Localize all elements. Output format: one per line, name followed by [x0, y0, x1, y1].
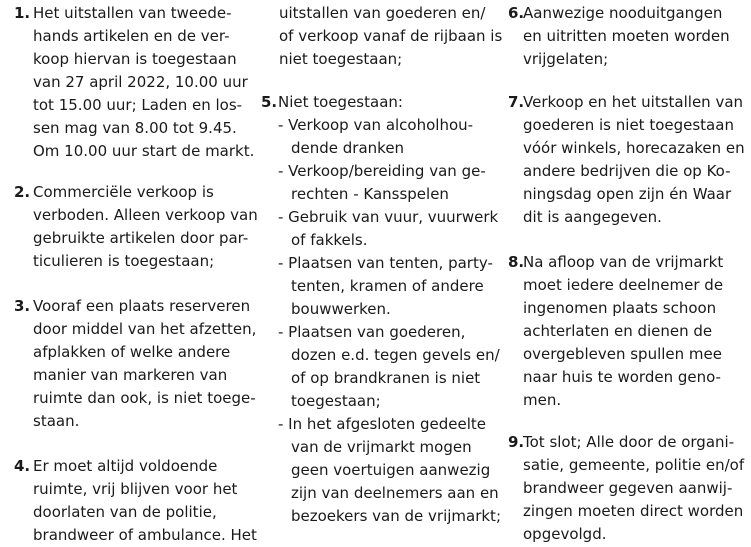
- text-line: niet toegestaan;: [279, 50, 403, 68]
- text-line: - Verkoop van alcoholhou-: [278, 116, 474, 134]
- rule-item-3: [0, 295, 257, 433]
- text-line: andere bedrijven die op Ko-: [523, 162, 731, 180]
- text-line: naar huis te worden geno-: [523, 368, 721, 386]
- text-line: - Verkoop/bereiding van ge-: [278, 162, 486, 180]
- text-line: - In het afgesloten gedeelte: [278, 415, 487, 433]
- item-number: 1.: [14, 4, 31, 22]
- rule-item-2: [0, 181, 258, 273]
- text-line: hands artikelen en de ver-: [33, 27, 230, 45]
- item-number: 9.: [508, 433, 525, 451]
- text-line: - Plaatsen van goederen,: [278, 323, 466, 341]
- text-line: achterlaten en dienen de: [523, 322, 713, 340]
- item-number: 4.: [14, 457, 31, 475]
- item-text: [33, 295, 257, 433]
- text-line: staan.: [33, 412, 80, 430]
- text-line: Niet toegestaan:: [278, 93, 403, 111]
- text-line: Tot slot; Alle door de organi-: [523, 433, 735, 451]
- text-line: geen voertuigen aanwezig: [291, 461, 491, 479]
- item-number: 5.: [261, 93, 278, 111]
- text-line: sen mag van 8.00 tot 9.45.: [33, 119, 237, 137]
- rule-item-1: [0, 2, 255, 163]
- text-line: Er moet altijd voldoende: [33, 457, 218, 475]
- text-line: Het uitstallen van tweede-: [33, 4, 232, 22]
- text-line: van de vrijmarkt mogen: [291, 438, 472, 456]
- text-line: Vooraf een plaats reserveren: [33, 297, 251, 315]
- text-line: of op brandkranen is niet: [291, 369, 481, 387]
- text-line: ticulieren is toegestaan;: [33, 252, 215, 270]
- text-line: gebruikte artikelen door par-: [33, 229, 249, 247]
- text-line: opgevolgd.: [523, 525, 607, 543]
- text-line: zijn van deelnemers aan en: [291, 484, 499, 502]
- text-line: ingenomen plaats schoon: [523, 299, 717, 317]
- text-line: brandweer of ambulance. Het: [33, 526, 257, 544]
- text-line: ningsdag open zijn én Waar: [523, 185, 732, 203]
- text-line: door middel van het afzetten,: [33, 320, 257, 338]
- text-line: goederen is niet toegestaan: [523, 116, 734, 134]
- text-line: men.: [523, 391, 562, 409]
- rule-item-9: [508, 431, 751, 546]
- text-line: bezoekers van de vrijmarkt;: [291, 507, 501, 525]
- item-text: [523, 251, 751, 412]
- text-line: doorlaten van de politie,: [33, 503, 217, 521]
- item-text: [279, 2, 503, 71]
- item-number: 3.: [14, 297, 31, 315]
- text-line: moet iedere deelnemer de: [523, 276, 724, 294]
- text-line: Aanwezige nooduitgangen: [523, 4, 723, 22]
- text-line: rechten - Kansspelen: [291, 185, 449, 203]
- item-number: 7.: [508, 93, 525, 111]
- item-text: [278, 91, 501, 528]
- text-line: zingen moeten direct worden: [523, 502, 744, 520]
- text-line: vrijgelaten;: [523, 50, 609, 68]
- item-number: 2.: [14, 183, 31, 201]
- item-text: [33, 2, 255, 163]
- text-line: tot 15.00 uur; Laden en los-: [33, 96, 243, 114]
- text-line: Commerciële verkoop is: [33, 183, 214, 201]
- text-line: of fakkels.: [291, 231, 368, 249]
- rule-item-8: [508, 251, 751, 412]
- text-line: manier van markeren van: [33, 366, 228, 384]
- text-line: uitstallen van goederen en/: [279, 4, 486, 22]
- item-text: [33, 455, 257, 547]
- item-text: [523, 431, 751, 546]
- text-line: Na afloop van de vrijmarkt: [523, 253, 724, 271]
- text-line: overgebleven spullen mee: [523, 345, 722, 363]
- text-line: dozen e.d. tegen gevels en/: [291, 346, 500, 364]
- text-line: brandweer gegeven aanwij-: [523, 479, 733, 497]
- text-line: van 27 april 2022, 10.00 uur: [33, 73, 248, 91]
- text-line: satie, gemeente, politie en/of: [523, 456, 745, 474]
- text-line: bouwwerken.: [291, 300, 391, 318]
- text-line: dit is aangegeven.: [523, 208, 662, 226]
- text-line: afplakken of welke andere: [33, 343, 231, 361]
- text-line: - Plaatsen van tenten, party-: [278, 254, 493, 272]
- text-line: - Gebruik van vuur, vuurwerk: [278, 208, 499, 226]
- rule-item-4: [0, 455, 257, 547]
- item-text: [33, 181, 258, 273]
- text-line: koop hiervan is toegestaan: [33, 50, 237, 68]
- text-line: en uitritten moeten worden: [523, 27, 730, 45]
- text-line: ruimte, vrij blijven voor het: [33, 480, 238, 498]
- text-line: verboden. Alleen verkoop van: [33, 206, 258, 224]
- rule-item-7: [508, 91, 751, 229]
- text-line: tenten, kramen of andere: [291, 277, 484, 295]
- rule-item-5: [261, 91, 501, 528]
- text-line: ruimte dan ook, is niet toege-: [33, 389, 256, 407]
- rule-item-6: [508, 2, 751, 71]
- text-line: Om 10.00 uur start de markt.: [33, 142, 255, 160]
- text-line: vóór winkels, horecazaken en: [523, 139, 745, 157]
- text-line: Verkoop en het uitstallen van: [523, 93, 744, 111]
- text-line: toegestaan;: [291, 392, 381, 410]
- item-number: 6.: [508, 4, 525, 22]
- item-text: [523, 2, 751, 71]
- item-text: [523, 91, 751, 229]
- text-line: of verkoop vanaf de rijbaan is: [279, 27, 503, 45]
- text-line: dende dranken: [291, 139, 405, 157]
- rule-item-4-continued: [261, 2, 503, 71]
- item-number: 8.: [508, 253, 525, 271]
